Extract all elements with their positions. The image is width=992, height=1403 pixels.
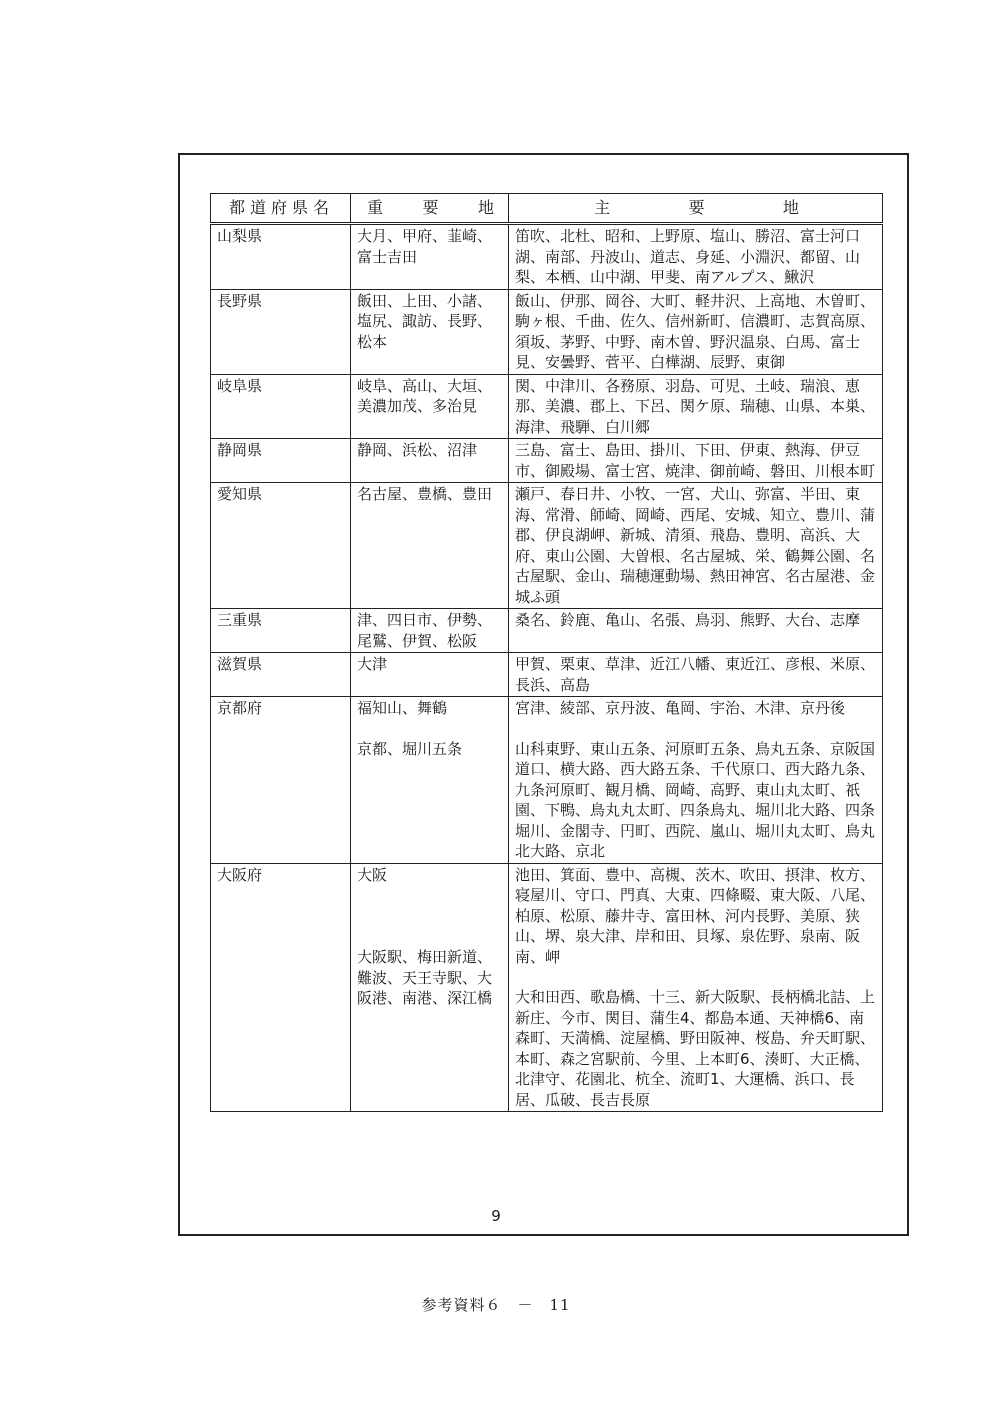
spacer [515, 719, 878, 739]
table-row [211, 439, 883, 483]
table-header-row [211, 194, 883, 224]
table-row [211, 483, 883, 609]
inner-page-number: 9 [491, 1207, 501, 1225]
main-group-2: 大和田西、歌島橋、十三、新大阪駅、長柄橋北詰、上新庄、今市、関目、蒲生4、都島本通、天神橋6、南森町、天満橋、淀屋橋、野田阪神、桜島、弁天町駅、本町、森之宮駅前、今里、上本町6、湊町、大正橋、北津守、花園北、杭全、流町1、大運橋、浜口、長居、瓜破、長吉長原 [515, 988, 876, 1109]
main-cell: 甲賀、栗東、草津、近江八幡、東近江、彦根、米原、長浜、高島 [509, 653, 883, 697]
table-row [211, 609, 883, 653]
footer-reference: 参考資料６ － 11 [421, 1296, 571, 1314]
prefecture-cell: 岐阜県 [211, 374, 351, 439]
main-group-1: 池田、箕面、豊中、高槻、茨木、吹田、摂津、枚方、寝屋川、守口、門真、大東、四條畷、東大阪、八尾、柏原、松原、藤井寺、富田林、河内長野、美原、狭山、堺、泉大津、岸和田、貝塚、泉佐野、泉南、阪南、岬 [515, 865, 876, 966]
important-cell [351, 697, 509, 864]
important-group-2: 大阪駅、梅田新道、難波、天王寺駅、大阪港、南港、深江橋 [357, 948, 493, 1007]
important-group-1: 大阪 [357, 865, 388, 884]
important-cell: 岐阜、高山、大垣、美濃加茂、多治見 [351, 374, 509, 439]
important-cell: 静岡、浜松、沼津 [351, 439, 509, 483]
main-cell: 飯山、伊那、岡谷、大町、軽井沢、上高地、木曽町、駒ヶ根、千曲、佐久、信州新町、信濃町、志賀高原、須坂、茅野、中野、南木曽、野沢温泉、白馬、富士見、安曇野、菅平、白樺湖、辰野、東御 [509, 289, 883, 374]
header-prefecture: 都道府県名 [211, 194, 351, 224]
prefecture-cell: 愛知県 [211, 483, 351, 609]
table-row [211, 374, 883, 439]
table-row [211, 224, 883, 290]
prefecture-cell: 滋賀県 [211, 653, 351, 697]
important-cell: 大津 [351, 653, 509, 697]
important-cell: 大月、甲府、韮崎、富士吉田 [351, 224, 509, 290]
main-cell: 笛吹、北杜、昭和、上野原、塩山、勝沼、富士河口湖、南部、丹波山、道志、身延、小淵沢、都留、山梨、本栖、山中湖、甲斐、南アルプス、鰍沢 [509, 224, 883, 290]
header-important: 重 要 地 [351, 194, 509, 224]
prefecture-cell: 静岡県 [211, 439, 351, 483]
header-main: 主 要 地 [509, 194, 883, 224]
important-cell: 津、四日市、伊勢、尾鷲、伊賀、松阪 [351, 609, 509, 653]
prefecture-table [210, 193, 883, 1112]
prefecture-cell: 三重県 [211, 609, 351, 653]
spacer [515, 967, 878, 987]
table-row [211, 653, 883, 697]
prefecture-cell: 京都府 [211, 697, 351, 864]
table-row [211, 697, 883, 864]
main-cell: 瀬戸、春日井、小牧、一宮、犬山、弥富、半田、東海、常滑、師崎、岡崎、西尾、安城、知立、豊川、蒲郡、伊良湖岬、新城、清須、飛島、豊明、高浜、大府、東山公園、大曽根、名古屋城、栄、鶴舞公園、名古屋駅、金山、瑞穂運動場、熱田神宮、名古屋港、金城ふ頭 [509, 483, 883, 609]
prefecture-cell: 山梨県 [211, 224, 351, 290]
important-group-1: 福知山、舞鶴 [357, 699, 448, 717]
table-row [211, 289, 883, 374]
important-cell: 飯田、上田、小諸、塩尻、諏訪、長野、松本 [351, 289, 509, 374]
main-cell [509, 863, 883, 1112]
main-group-2: 山科東野、東山五条、河原町五条、鳥丸五条、京阪国道口、横大路、西大路五条、千代原口、西大路九条、九条河原町、観月橋、岡崎、高野、東山丸太町、祇園、下鴨、鳥丸丸太町、四条鳥丸、堀川北大路、四条堀川、金閣寺、円町、西院、嵐山、堀川丸太町、鳥丸北大路、京北 [515, 739, 876, 860]
main-group-1: 宮津、綾部、京丹波、亀岡、宇治、木津、京丹後 [515, 699, 846, 717]
prefecture-cell: 大阪府 [211, 863, 351, 1112]
main-cell: 三島、富士、島田、掛川、下田、伊東、熱海、伊豆市、御殿場、富士宮、焼津、御前崎、磐田、川根本町 [509, 439, 883, 483]
important-group-2: 京都、堀川五条 [357, 739, 463, 758]
important-cell: 名古屋、豊橋、豊田 [351, 483, 509, 609]
prefecture-cell: 長野県 [211, 289, 351, 374]
main-cell: 桑名、鈴鹿、亀山、名張、鳥羽、熊野、大台、志摩 [509, 609, 883, 653]
spacer [357, 885, 504, 947]
main-cell [509, 697, 883, 864]
table-row [211, 863, 883, 1112]
spacer [357, 719, 504, 739]
important-cell [351, 863, 509, 1112]
main-cell: 関、中津川、各務原、羽島、可児、土岐、瑞浪、恵那、美濃、郡上、下呂、関ケ原、瑞穂、山県、本巣、海津、飛騨、白川郷 [509, 374, 883, 439]
